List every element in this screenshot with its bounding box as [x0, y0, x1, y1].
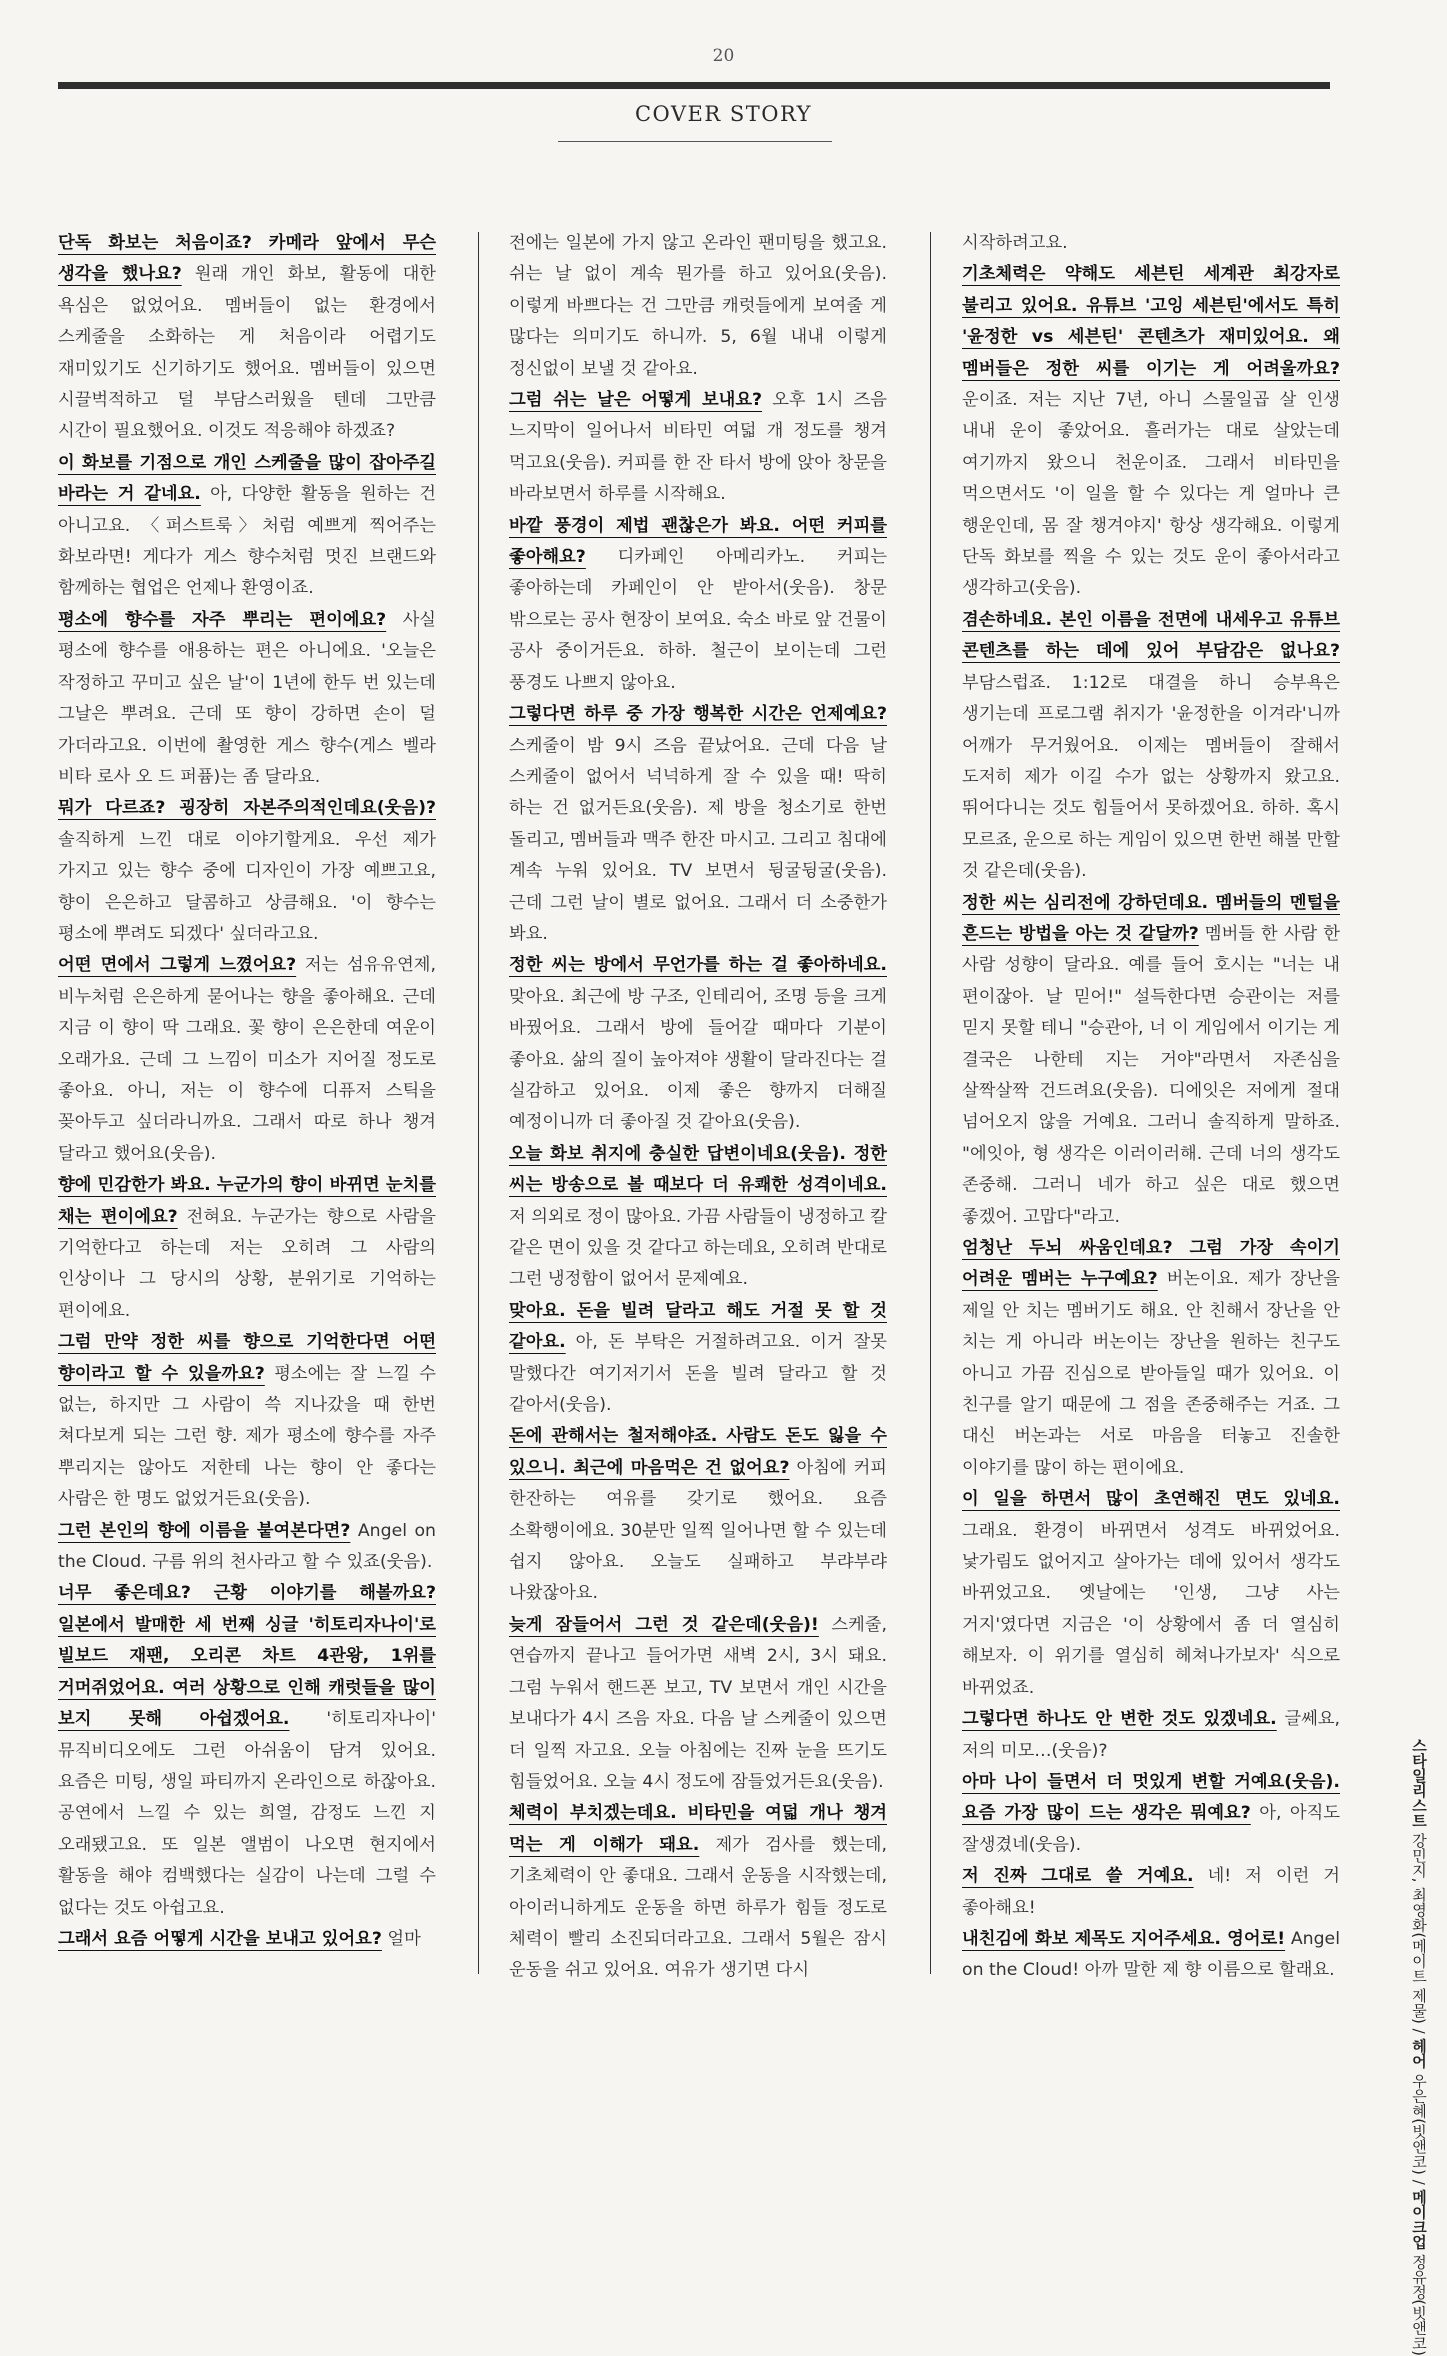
interview-answer: 스케줄, 연습까지 끝나고 들어가면 새벽 2시, 3시 돼요. 그럼 누워서 핸드폰 보고, TV 보면서 개인 시간을 보내다가 4시 즈음 자요. 다음 날 스케줄이 있으면 더 일찍 자고요. 오늘 아침에는 진짜 눈을 뜨기도 힘들었어요. 오늘 4시 정도에 잠들었거든요(웃음). — [509, 1614, 887, 1792]
top-rule — [58, 82, 1330, 89]
qa-paragraph — [962, 1924, 1340, 1987]
interview-answer: 저는 섬유유연제, 비누처럼 은은하게 묻어나는 향을 좋아해요. 근데 지금 이 향이 딱 그래요. 꽃 향이 은은한데 여운이 오래가요. 근데 그 느낌이 미소가 지어질 정도로 좋아요. 아니, 저는 이 향수에 디퓨저 스틱을 꽂아두고 싶더라니까요. 그래서 따로 하나 챙겨 달라고 했어요(웃음). — [58, 955, 436, 1164]
interview-column-3 — [962, 228, 1340, 1987]
qa-paragraph — [509, 950, 887, 1138]
interview-question: 그렇다면 하나도 안 변한 것도 있겠네요. — [962, 1709, 1277, 1730]
interview-answer: 오후 1시 즈음 느지막이 일어나서 비타민 여덟 개 정도를 챙겨 먹고요(웃음). 커피를 한 잔 타서 방에 앉아 창문을 바라보면서 하루를 시작해요. — [509, 390, 887, 505]
interview-column-1 — [58, 228, 436, 1955]
credit-separator: / — [1410, 2028, 1428, 2039]
interview-question: 향에 민감한가 봐요. 누군가의 향이 바뀌면 눈치를 채는 편이에요? — [58, 1175, 436, 1227]
interview-answer: 아, 아직도 잘생겼네(웃음). — [962, 1803, 1340, 1855]
credit-stylist: 강민지, 최영화(메이트 제물) — [1410, 1832, 1428, 2024]
interview-answer: 아침에 커피 한잔하는 여유를 갖기로 했어요. 요즘 소확행이에요. 30분만 일찍 일어나면 할 수 있는데 쉽지 않아요. 오늘도 실패하고 부랴부랴 나왔잖아요. — [509, 1457, 888, 1604]
interview-question: 내친김에 화보 제목도 지어주세요. 영어로! — [962, 1928, 1286, 1949]
qa-paragraph — [509, 699, 887, 950]
interview-answer: 시작하려고요. — [962, 233, 1068, 253]
qa-paragraph — [509, 1139, 887, 1296]
qa-paragraph — [962, 1233, 1340, 1484]
section-title: COVER STORY — [634, 102, 813, 126]
column-divider-2 — [930, 232, 931, 1974]
qa-paragraph — [509, 1798, 887, 1986]
interview-answer: 아, 돈 부탁은 거절하려고요. 이거 잘못 말했다간 여기저기서 돈을 빌려 달라고 할 것 같아서(웃음). — [509, 1332, 888, 1416]
interview-answer: 원래 개인 화보, 활동에 대한 욕심은 없었어요. 멤버들이 없는 환경에서 스케줄을 소화하는 게 처음이라 어렵기도 재미있기도 신기하기도 했어요. 멤버들이 있으면 시끌벅적하고 덜 부담스러웠을 텐데 그만큼 시간이 필요했어요. 이것도 적응해야 하겠죠? — [58, 264, 436, 442]
credit-makeup-label: 메이크업 — [1410, 2189, 1428, 2250]
interview-answer: 글쎄요, 저의 미모…(웃음)? — [962, 1709, 1341, 1761]
qa-paragraph — [962, 228, 1340, 259]
interview-question: 그럼 쉬는 날은 어떻게 보내요? — [509, 390, 763, 411]
qa-paragraph — [962, 259, 1340, 604]
interview-answer: 제가 검사를 했는데, 기초체력이 안 좋대요. 그래서 운동을 시작했는데, 아이러니하게도 운동을 하면 하루가 힘들 정도로 체력이 빨리 소진되더라고요. 그래서 5월은 잠시 운동을 쉬고 있어요. 여유가 생기면 다시 — [509, 1834, 887, 1981]
page-number: 20 — [712, 46, 735, 66]
qa-paragraph — [509, 385, 887, 511]
section-title-underline — [558, 141, 832, 142]
interview-question: 오늘 화보 취지에 충실한 답변이네요(웃음). 정한 씨는 방송으로 볼 때보다 더 유쾌한 성격이네요. — [509, 1143, 887, 1196]
qa-paragraph — [962, 1861, 1340, 1924]
qa-paragraph — [509, 1610, 887, 1798]
interview-answer: 저 의외로 정이 많아요. 가끔 사람들이 냉정하고 칼 같은 면이 있을 것 같다고 하는데요, 오히려 반대로 그런 냉정함이 없어서 문제예요. — [509, 1206, 887, 1290]
interview-question: 그런 본인의 향에 이름을 붙여본다면? — [58, 1520, 351, 1541]
interview-question: 어떤 면에서 그렇게 느꼈어요? — [58, 955, 297, 976]
interview-question: 정한 씨는 방에서 무언가를 하는 걸 좋아하네요. — [509, 955, 887, 976]
interview-answer: 전혀요. 누군가는 향으로 사람을 기억한다고 하는데 저는 오히려 그 사람의 인상이나 그 당시의 상황, 분위기로 기억하는 편이에요. — [58, 1206, 436, 1321]
interview-answer: 사실 평소에 향수를 애용하는 편은 아니에요. '오늘은 작정하고 꾸미고 싶은 날'이 1년에 한두 번 있는데 그날은 뿌려요. 근데 또 향이 강하면 손이 덜 가더라고요. 이번에 촬영한 게스 향수(게스 벨라 비타 로사 오 드 퍼퓸)는 좀 달라요. — [58, 609, 436, 787]
qa-paragraph — [58, 1170, 436, 1327]
interview-answer: '히토리자나이' 뮤직비디오에도 그런 아쉬움이 담겨 있어요. 요즘은 미팅, 생일 파티까지 온라인으로 하잖아요. 공연에서 느낄 수 있는 희열, 감정도 느낀 지 오래됐고요. 또 일본 앨범이 나오면 현지에서 활동을 해야 컴백했다는 실감이 나는데 그럴 수 없다는 것도 아쉽고요. — [58, 1709, 436, 1918]
interview-answer: 평소에는 잘 느낄 수 없는, 하지만 그 사람이 쓱 지나갔을 때 한번 쳐다보게 되는 그런 향. 제가 평소에 향수를 자주 뿌리지는 않아도 저한테 나는 향이 안 좋다는 사람은 한 명도 없었거든요(웃음). — [58, 1363, 436, 1510]
interview-question: 이 화보를 기점으로 개인 스케줄을 많이 잡아주길 바라는 거 같네요. — [58, 452, 436, 505]
qa-paragraph — [509, 1296, 887, 1422]
interview-question: 기초체력은 약해도 세븐틴 세계관 최강자로 불리고 있어요. 유튜브 '고잉 세븐틴'에서도 특히 '윤정한 vs 세븐틴' 콘텐츠가 재미있어요. 왜 멤버들은 정한 씨를 이기는 게 어려울까요? — [962, 264, 1340, 379]
credit-separator: / — [1410, 2179, 1428, 2190]
interview-question: 체력이 부치겠는데요. 비타민을 여덟 개나 챙겨 먹는 게 이해가 돼요. — [509, 1803, 887, 1855]
qa-paragraph — [962, 1484, 1340, 1704]
interview-answer: 부담스럽죠. 1:12로 대결을 하니 승부욕은 생기는데 프로그램 취지가 '윤정한을 이겨라'니까 어깨가 무거웠어요. 이제는 멤버들이 잘해서 도저히 제가 이길 수가 없는 상황까지 왔고요. 뛰어다니는 것도 힘들어서 못하겠어요. 하하. 혹시 모르죠, 운으로 하는 게임이 있으면 한번 해볼 만할 것 같은데(웃음). — [962, 672, 1340, 882]
qa-paragraph — [58, 950, 436, 1170]
interview-column-2 — [509, 228, 887, 1987]
interview-answer: 버논이요. 제가 장난을 제일 안 치는 멤버기도 해요. 안 친해서 장난을 안 치는 게 아니라 버논이는 장난을 원하는 친구도 아니고 가끔 진심으로 받아들일 때가 있어요. 이 친구를 알기 때문에 그 점을 존중해주는 거죠. 그 대신 버논과는 서로 마음을 터놓고 진솔한 이야기를 많이 하는 편이에요. — [962, 1269, 1340, 1478]
interview-question: 그래서 요즘 어떻게 시간을 보내고 있어요? — [58, 1928, 382, 1949]
interview-question: 평소에 향수를 자주 뿌리는 편이에요? — [58, 609, 387, 630]
qa-paragraph — [962, 605, 1340, 888]
interview-question: 이 일을 하면서 많이 초연해진 면도 있네요. — [962, 1489, 1340, 1510]
interview-question: 돈에 관해서는 철저해야죠. 사람도 돈도 잃을 수 있으니. 최근에 마음먹은 건 없어요? — [509, 1426, 887, 1478]
qa-paragraph — [509, 228, 887, 385]
interview-question: 너무 좋은데요? 근황 이야기를 해볼까요? 일본에서 발매한 세 번째 싱글 '히토리자나이'로 빌보드 재팬, 오리콘 차트 4관왕, 1위를 거머쥐었어요. 여러 상황으로 인해 캐럿들을 많이 보지 못해 아쉽겠어요. — [58, 1583, 436, 1730]
interview-answer: 디카페인 아메리카노. 커피는 좋아하는데 카페인이 안 받아서(웃음). 창문 밖으로는 공사 현장이 보여요. 숙소 바로 앞 건물이 공사 중이거든요. 하하. 철근이 보이는데 그런 풍경도 나쁘지 않아요. — [509, 547, 887, 693]
credit-hair: 우은혜(빗앤코) — [1410, 2073, 1428, 2175]
interview-answer: 그래요. 환경이 바뀌면서 성격도 바뀌었어요. 낯가림도 없어지고 살아가는 데에 있어서 생각도 바뀌었고요. 옛날에는 '인생, 그냥 사는 거지'였다면 지금은 '이 상황에서 좀 더 열심히 해보자. 이 위기를 열심히 헤쳐나가보자' 식으로 바뀌었죠. — [962, 1520, 1340, 1698]
credit-hair-label: 헤어 — [1410, 2038, 1428, 2069]
qa-paragraph — [962, 1767, 1340, 1861]
interview-question: 맞아요. 돈을 빌려 달라고 해도 거절 못 할 것 같아요. — [509, 1300, 887, 1353]
interview-answer: 운이죠. 저는 지난 7년, 아니 스물일곱 살 인생 내내 운이 좋았어요. 흘러가는 대로 살았는데 여기까지 왔으니 천운이죠. 그래서 비타민을 먹으면서도 '이 일을 할 수 있다는 게 얼마나 큰 행운인데, 몸 잘 챙겨야지' 항상 생각해요. 이렇게 단독 화보를 찍을 수 있는 것도 운이 좋아서라고 생각하고(웃음). — [962, 390, 1340, 599]
interview-question: 저 진짜 그대로 쓸 거예요. — [962, 1866, 1194, 1887]
qa-paragraph — [962, 888, 1340, 1233]
qa-paragraph — [509, 1421, 887, 1609]
interview-answer: 멤버들 한 사람 한 사람 성향이 달라요. 예를 들어 호시는 "너는 내 편이잖아. 날 믿어!" 설득한다면 승관이는 저를 믿지 못할 테니 "승관아, 너 이 게임에서 이기는 게 결국은 나한테 지는 거야"라면서 자존심을 살짝살짝 건드려요(웃음). 디에잇은 저에게 절대 넘어오지 않을 거예요. 그러니 솔직하게 말하죠. "에잇아, 형 생각은 이러이러해. 근데 너의 생각도 존중해. 그러니 네가 하고 싶은 대로 했으면 좋겠어. 고맙다"라고. — [962, 923, 1341, 1227]
interview-question: 뭐가 다르죠? 굉장히 자본주의적인데요(웃음)? — [58, 798, 436, 819]
qa-paragraph — [58, 448, 436, 605]
qa-paragraph — [58, 1578, 436, 1923]
interview-question: 늦게 잠들어서 그런 것 같은데(웃음)! — [509, 1614, 819, 1635]
interview-question: 그렇다면 하루 중 가장 행복한 시간은 언제예요? — [509, 704, 887, 725]
interview-answer: 아, 다양한 활동을 원하는 건 아니고요. 〈퍼스트룩〉처럼 예쁘게 찍어주는 화보라면! 게다가 게스 향수처럼 멋진 브랜드와 함께하는 협업은 언제나 환영이죠. — [58, 484, 436, 599]
interview-question: 엄청난 두뇌 싸움인데요? 그럼 가장 속이기 어려운 멤버는 누구예요? — [962, 1238, 1340, 1290]
qa-paragraph — [962, 1704, 1340, 1767]
interview-answer: 솔직하게 느낀 대로 이야기할게요. 우선 제가 가지고 있는 향수 중에 디자인이 가장 예쁘고요, 향이 은은하고 달콤하고 상큼해요. '이 향수는 평소에 뿌려도 되겠다' 싶더라고요. — [58, 829, 436, 944]
qa-paragraph — [58, 605, 436, 793]
interview-question: 아마 나이 들면서 더 멋있게 변할 거예요(웃음). 요즘 가장 많이 드는 생각은 뭐예요? — [962, 1771, 1340, 1824]
qa-paragraph — [58, 1516, 436, 1579]
column-divider-1 — [478, 232, 479, 1974]
credit-stylist-label: 스타일리스트 — [1410, 1738, 1428, 1828]
interview-question: 단독 화보는 처음이죠? 카메라 앞에서 무슨 생각을 했나요? — [58, 233, 436, 285]
interview-question: 겸손하네요. 본인 이름을 전면에 내세우고 유튜브 콘텐츠를 하는 데에 있어 부담감은 없나요? — [962, 609, 1340, 662]
qa-paragraph — [509, 511, 887, 699]
qa-paragraph — [58, 793, 436, 950]
qa-paragraph — [58, 1924, 436, 1955]
interview-answer: 스케줄이 밤 9시 즈음 끝났어요. 근데 다음 날 스케줄이 없어서 넉넉하게 잘 수 있을 때! 딱히 하는 건 없거든요(웃음). 제 방을 청소기로 한번 돌리고, 멤버들과 맥주 한잔 마시고. 그리고 침대에 계속 누워 있어요. TV 보면서 뒹굴뒹굴(웃음). 근데 그런 날이 별로 없어요. 그래서 더 소중한가 봐요. — [509, 735, 887, 944]
interview-question: 바깥 풍경이 제법 괜찮은가 봐요. 어떤 커피를 좋아해요? — [509, 515, 887, 568]
interview-answer: 네! 저 이런 거 좋아해요! — [962, 1866, 1340, 1918]
qa-paragraph — [58, 228, 436, 448]
interview-answer: Angel on the Cloud. 구름 위의 천사라고 할 수 있죠(웃음). — [58, 1520, 437, 1573]
interview-answer: 맞아요. 최근에 방 구조, 인테리어, 조명 등을 크게 바꿨어요. 그래서 방에 들어갈 때마다 기분이 좋아요. 삶의 질이 높아져야 생활이 달라진다는 걸 실감하고 있어요. 이제 좋은 향까지 더해질 예정이니까 더 좋아질 것 같아요(웃음). — [509, 986, 887, 1133]
interview-answer: 전에는 일본에 가지 않고 온라인 팬미팅을 했고요. 쉬는 날 없이 계속 뭔가를 하고 있어요(웃음). 이렇게 바쁘다는 건 그만큼 캐럿들에게 보여줄 게 많다는 의미기도 하니까. 5, 6월 내내 이렇게 정신없이 보낼 것 같아요. — [509, 233, 887, 379]
interview-question: 그럼 만약 정한 씨를 향으로 기억한다면 어떤 향이라고 할 수 있을까요? — [58, 1332, 436, 1384]
interview-answer: 얼마 — [387, 1928, 421, 1949]
interview-question: 정한 씨는 심리전에 강하던데요. 멤버들의 멘털을 흔드는 방법을 아는 것 같달까? — [962, 892, 1340, 944]
credit-makeup: 정유정(빗앤코) — [1410, 2254, 1428, 2356]
interview-answer: Angel on the Cloud! 아까 말한 제 향 이름으로 할래요. — [962, 1928, 1340, 1981]
qa-paragraph — [58, 1327, 436, 1515]
photo-credits — [1402, 1738, 1432, 2356]
